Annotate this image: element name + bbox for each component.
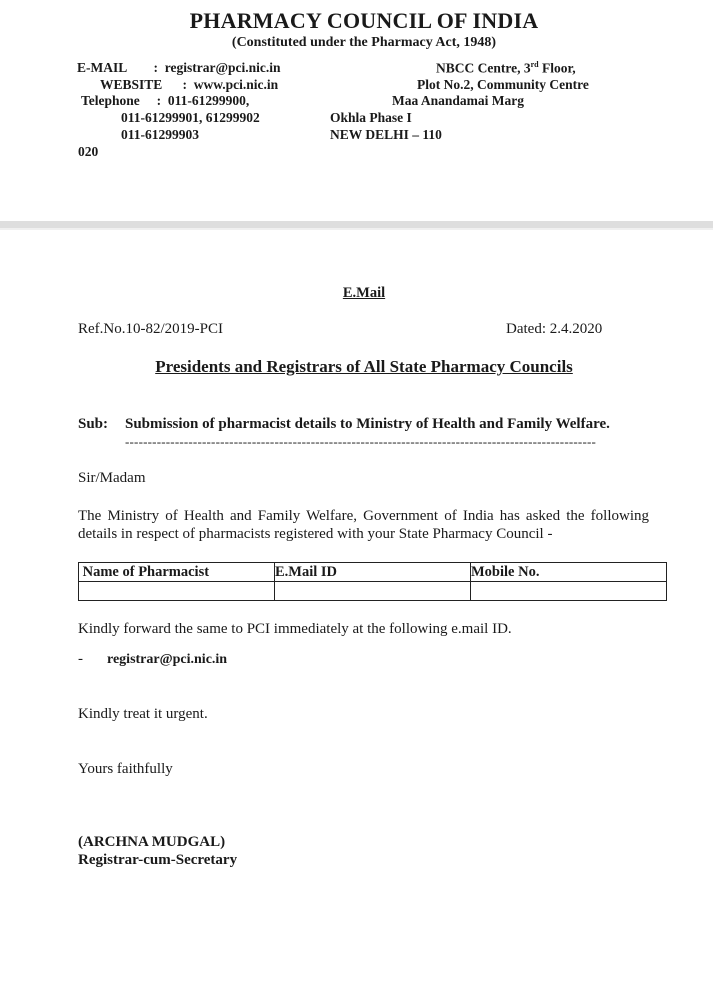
council-subtitle: (Constituted under the Pharmacy Act, 1948) — [231, 35, 497, 50]
bullet-dash: - — [78, 651, 83, 667]
address-line-6: 020 — [78, 144, 99, 159]
body-paragraph: The Ministry of Health and Family Welfare, Government of India has asked the following details in respect of pharmacists registered with your State Pharmacy Council - — [78, 508, 649, 542]
subject-label: Sub: — [78, 416, 109, 432]
address-line-3: Maa Anandamai Marg — [392, 93, 525, 108]
table-header-row — [79, 563, 667, 582]
table-row — [79, 582, 667, 601]
telephone-line-3: 011-61299903 — [121, 127, 200, 142]
salutation: Sir/Madam — [78, 470, 146, 486]
page-divider — [0, 221, 713, 228]
column-header-email: E.Mail ID — [275, 563, 471, 582]
address-line-1: NBCC Centre, 3rd Floor, — [436, 60, 576, 76]
telephone-contact: Telephone : 011-61299900, — [81, 93, 250, 108]
signatory-title: Registrar-cum-Secretary — [78, 852, 238, 868]
subject-text: Submission of pharmacist details to Ministry of Health and Family Welfare. — [125, 416, 610, 432]
forward-instruction: Kindly forward the same to PCI immediately at the following e.mail ID. — [78, 621, 512, 637]
email-contact: E-MAIL : registrar@pci.nic.in — [77, 60, 281, 75]
urgent-note: Kindly treat it urgent. — [78, 706, 208, 722]
table-cell — [275, 582, 471, 601]
subject-rule: -------------------------------------------------------------------------------------------------------- — [125, 434, 597, 449]
recipients-line: Presidents and Registrars of All State Pharmacy Councils — [155, 357, 573, 376]
address-line-2: Plot No.2, Community Centre — [417, 77, 589, 92]
reference-number: Ref.No.10-82/2019-PCI — [78, 321, 223, 337]
table-cell — [79, 582, 275, 601]
address-line-5: NEW DELHI – 110 — [330, 127, 442, 142]
pharmacist-details-table — [78, 562, 667, 601]
letter-date: Dated: 2.4.2020 — [506, 321, 603, 337]
column-header-name: Name of Pharmacist — [79, 563, 275, 582]
email-heading: E.Mail — [342, 285, 386, 301]
column-header-mobile: Mobile No. — [471, 563, 667, 582]
page-divider-shadow — [0, 228, 713, 230]
council-title: PHARMACY COUNCIL OF INDIA — [189, 8, 539, 33]
table-cell — [471, 582, 667, 601]
closing-line: Yours faithfully — [78, 761, 173, 777]
forward-email-address: registrar@pci.nic.in — [107, 652, 228, 667]
website-contact: WEBSITE : www.pci.nic.in — [100, 77, 279, 92]
telephone-line-2: 011-61299901, 61299902 — [121, 110, 260, 125]
address-line-4: Okhla Phase I — [330, 110, 412, 125]
signatory-name: (ARCHNA MUDGAL) — [78, 834, 226, 850]
